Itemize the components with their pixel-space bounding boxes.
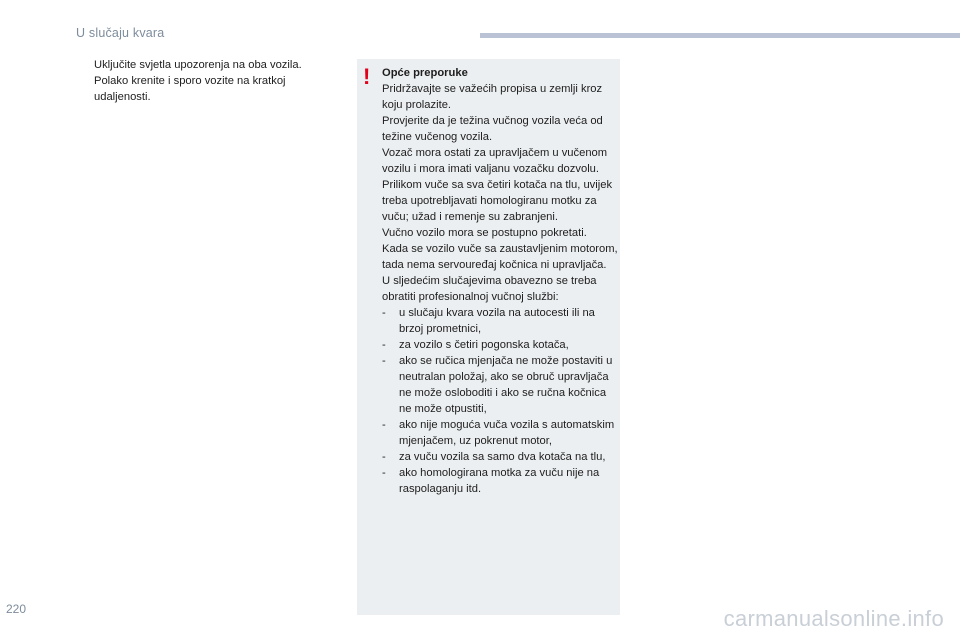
list-item — [78, 57, 343, 73]
warning-paragraph: Vozač mora ostati za upravljačem u vučenom vozilu i mora imati valjanu vozačku dozvolu. — [382, 147, 608, 175]
section-title: U slučaju kvara — [76, 26, 165, 40]
warning-list-item — [382, 353, 618, 417]
warning-list-item — [382, 465, 618, 497]
warning-list-item-text: ako se ručica mjenjača ne može postaviti u neutralan položaj, ako se obruč upravljača ne može osloboditi i ako se ručna kočnica ne može otpustiti, — [399, 355, 613, 415]
warning-list-item-text: ako homologirana motka za vuču nije na raspolaganju itd. — [399, 467, 600, 495]
list-item-text: Polako krenite i sporo vozite na kratkoj udaljenosti. — [94, 75, 286, 103]
header-bar — [480, 33, 960, 38]
warning-paragraph: Kada se vozilo vuče sa zaustavljenim motorom, tada nema servouređaj kočnica ni upravljača. — [382, 243, 618, 271]
warning-list-item — [382, 305, 618, 337]
warning-list-item-text: ako nije moguća vuča vozila s automatskim mjenjačem, uz pokrenut motor, — [399, 419, 615, 447]
dash-marker: - — [382, 451, 386, 463]
warning-content — [382, 65, 618, 497]
warning-list-item — [382, 449, 618, 465]
warning-list-item-text: za vuču vozila sa samo dva kotača na tlu, — [399, 451, 606, 463]
dash-marker: - — [382, 355, 386, 367]
warning-paragraph: Prilikom vuče sa sva četiri kotača na tlu, uvijek treba upotrebljavati homologiranu motku za vuču; užad i remenje su zabranjeni. — [382, 179, 613, 223]
warning-exclamation-icon: ! — [363, 64, 371, 89]
warning-list-item — [382, 417, 618, 449]
warning-paragraph: Vučno vozilo mora se postupno pokretati. — [382, 227, 587, 239]
dash-marker: - — [382, 307, 386, 319]
warning-paragraph: Provjerite da je težina vučnog vozila veća od težine vučenog vozila. — [382, 115, 603, 143]
warning-title: Opće preporuke — [382, 67, 468, 79]
left-column — [78, 57, 343, 105]
dash-marker: - — [382, 419, 386, 431]
list-item-text: Uključite svjetla upozorenja na oba vozila. — [94, 59, 302, 71]
warning-list-item-text: za vozilo s četiri pogonska kotača, — [399, 339, 569, 351]
page-number: 220 — [6, 602, 27, 616]
list-item — [78, 73, 343, 105]
warning-paragraph: U sljedećim slučajevima obavezno se treba obratiti profesionalnoj vučnoj službi: — [382, 275, 597, 303]
warning-paragraph: Pridržavajte se važećih propisa u zemlji kroz koju prolazite. — [382, 83, 603, 111]
warning-list-item-text: u slučaju kvara vozila na autocesti ili na brzoj prometnici, — [399, 307, 595, 335]
warning-list-item — [382, 337, 618, 353]
watermark: carmanualsonline.info — [723, 606, 944, 631]
dash-marker: - — [382, 467, 386, 479]
dash-marker: - — [382, 339, 386, 351]
